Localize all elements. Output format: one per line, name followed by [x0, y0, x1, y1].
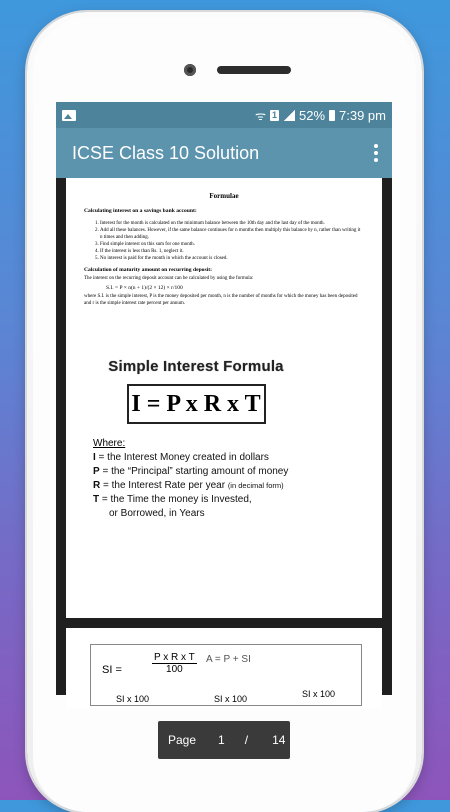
si-line: I = the Interest Money created in dollars — [93, 452, 269, 463]
wifi-icon: ᯤ — [255, 108, 266, 123]
pdf-page-2 — [66, 628, 382, 708]
page-indicator — [158, 721, 290, 759]
page-current: 1 — [218, 733, 225, 747]
si-title: Simple Interest Formula — [108, 358, 284, 375]
si-line: R = the Interest Rate per year (in decimal form) — [93, 480, 284, 491]
p2-denominator: 100 — [166, 664, 183, 675]
si-where: Where: — [93, 438, 126, 449]
battery-percent: 52% — [298, 107, 326, 123]
p2-a-label: A = P + SI — [206, 654, 251, 665]
gallery-notification-icon — [62, 110, 76, 121]
p2-fraction — [152, 652, 197, 675]
si-formula: I = P x R x T — [127, 384, 266, 424]
signal-icon — [283, 110, 295, 121]
earpiece-speaker — [217, 66, 291, 74]
simple-interest-image — [87, 358, 305, 524]
p2-bottom-2: SI x 100 — [214, 694, 248, 704]
list-item: 4. If the interest is less than Rs. 1, neglect it. — [100, 248, 364, 255]
page-separator: / — [244, 733, 249, 747]
device-screen — [56, 102, 392, 747]
maturity-formula: S.I. = P × n(n + 1)/(2 × 12) × r/100 — [106, 285, 183, 291]
app-title: ICSE Class 10 Solution — [72, 142, 260, 163]
list-item: 1. Interest for the month is calculated on the minimum balance between the 10th day and the last day of the month. — [100, 220, 364, 227]
doc-heading: Formulae — [209, 192, 239, 200]
page-label: Page — [168, 733, 197, 747]
maturity-title: Calculation of maturity amount on recurring deposit: — [84, 267, 212, 273]
overflow-menu-icon[interactable] — [374, 144, 378, 162]
list-item: 3. Find simple interest on this sum for one month. — [100, 241, 364, 248]
front-camera — [184, 64, 196, 76]
savings-list — [100, 220, 364, 262]
battery-icon — [329, 110, 335, 121]
savings-title: Calculating interest on a savings bank account: — [84, 208, 197, 214]
clock: 7:39 pm — [339, 107, 386, 123]
app-bar — [56, 128, 392, 178]
si-line: T = the Time the money is Invested, — [93, 494, 252, 505]
status-bar — [56, 102, 392, 128]
p2-bottom-3: SI x 100 — [302, 689, 336, 699]
sim-icon: 1 — [271, 109, 277, 120]
si-line: or Borrowed, in Years — [109, 508, 205, 519]
page-total: 14 — [272, 733, 286, 747]
list-item: 2. Add all these balances. However, if the same balance continues for n months then multiply this balance by n, rather than writing it n times and then adding. — [100, 227, 364, 241]
si-line: P = the “Principal” starting amount of money — [93, 466, 289, 477]
pdf-page-1 — [66, 178, 382, 618]
p2-si-label: SI = — [102, 664, 122, 676]
list-item: 5. No interest is paid for the month in which the account is closed. — [100, 255, 364, 262]
p2-bottom-1: SI x 100 — [116, 694, 150, 704]
maturity-note: where S.I. is the simple interest, P is the money deposited per month, n is the number of months for which the money has been deposited and r is the simple interest rate percent per annum. — [84, 294, 358, 306]
pdf-viewer[interactable] — [56, 178, 392, 747]
p2-numerator: P x R x T — [154, 652, 195, 663]
maturity-text: The interest on the recurring deposit account can be calculated by using the formula: — [84, 276, 254, 281]
